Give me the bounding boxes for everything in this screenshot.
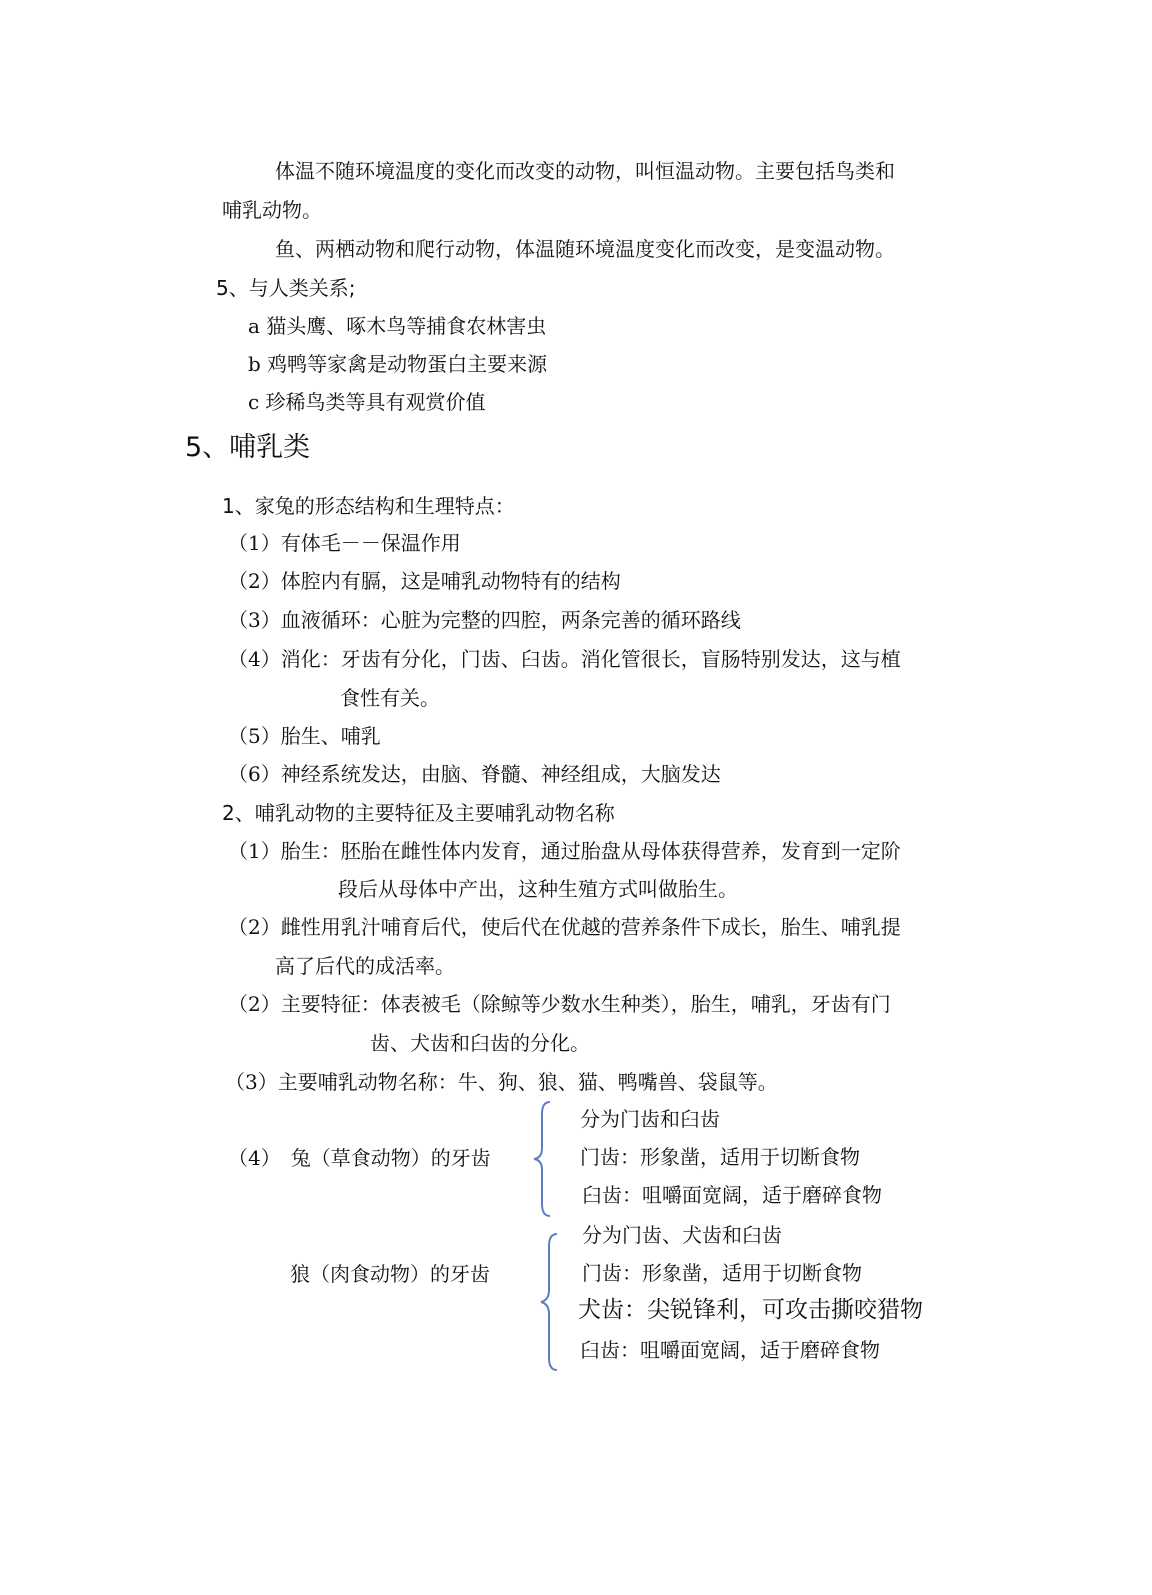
subheading-rabbit: 1、家兔的形态结构和生理特点： [222, 494, 515, 518]
rabbit-teeth-item-3: 臼齿：咀嚼面宽阔，适于磨碎食物 [582, 1183, 882, 1207]
wolf-teeth-item-4: 臼齿：咀嚼面宽阔，适于磨碎食物 [580, 1338, 880, 1362]
feature-item-2: （2）雌性用乳汁哺育后代，使后代在优越的营养条件下成长，胎生、哺乳提 [228, 915, 901, 939]
rabbit-item-5: （5）胎生、哺乳 [228, 724, 381, 748]
paragraph-homeotherm-line1: 体温不随环境温度的变化而改变的动物，叫恒温动物。主要包括鸟类和 [275, 159, 895, 183]
feature-item-3: （2）主要特征：体表被毛（除鲸等少数水生种类），胎生，哺乳，牙齿有门 [228, 992, 891, 1016]
feature-item-4: （3）主要哺乳动物名称：牛、狗、狼、猫、鸭嘴兽、袋鼠等。 [225, 1070, 778, 1094]
feature-item-1: （1）胎生：胚胎在雌性体内发育，通过胎盘从母体获得营养，发育到一定阶 [228, 839, 901, 863]
feature-item-3-cont: 齿、犬齿和臼齿的分化。 [370, 1031, 590, 1055]
rabbit-teeth-item-2: 门齿：形象凿，适用于切断食物 [580, 1145, 860, 1169]
paragraph-homeotherm-line2: 哺乳动物。 [222, 198, 322, 222]
rabbit-item-3: （3）血液循环：心脏为完整的四腔，两条完善的循环路线 [228, 608, 741, 632]
rabbit-item-2: （2）体腔内有膈，这是哺乳动物特有的结构 [228, 569, 621, 593]
wolf-teeth-item-1: 分为门齿、犬齿和臼齿 [582, 1223, 782, 1247]
paragraph-poikilotherm: 鱼、两栖动物和爬行动物，体温随环境温度变化而改变，是变温动物。 [275, 237, 895, 261]
brace-path [534, 1102, 550, 1216]
wolf-teeth-brace [537, 1232, 561, 1372]
relation-item-c: c 珍稀鸟类等具有观赏价值 [248, 390, 486, 414]
rabbit-item-4-cont: 食性有关。 [340, 686, 440, 710]
section-heading-relation: 5、与人类关系; [216, 276, 356, 300]
rabbit-teeth-item-1: 分为门齿和臼齿 [580, 1107, 720, 1131]
feature-item-2-cont: 高了后代的成活率。 [275, 954, 455, 978]
section-title-mammals: 5、哺乳类 [185, 432, 311, 463]
wolf-teeth-item-2: 门齿：形象凿，适用于切断食物 [582, 1261, 862, 1285]
relation-item-b: b 鸡鸭等家禽是动物蛋白主要来源 [248, 352, 548, 376]
relation-item-a: a 猫头鹰、啄木鸟等捕食农林害虫 [248, 314, 547, 338]
rabbit-item-6: （6）神经系统发达，由脑、脊髓、神经组成，大脑发达 [228, 762, 721, 786]
wolf-teeth-item-3: 犬齿：尖锐锋利，可攻击撕咬猎物 [578, 1297, 923, 1323]
brace-path [541, 1234, 557, 1370]
subheading-features: 2、哺乳动物的主要特征及主要哺乳动物名称 [222, 801, 615, 825]
rabbit-item-1: （1）有体毛－－保温作用 [228, 531, 461, 555]
rabbit-teeth-label: （4） 兔（草食动物）的牙齿 [228, 1146, 491, 1170]
rabbit-item-4: （4）消化：牙齿有分化，门齿、臼齿。消化管很长，盲肠特别发达，这与植 [228, 647, 901, 671]
rabbit-teeth-brace [530, 1100, 554, 1218]
feature-item-1-cont: 段后从母体中产出，这种生殖方式叫做胎生。 [338, 877, 738, 901]
wolf-teeth-label: 狼（肉食动物）的牙齿 [290, 1262, 490, 1286]
